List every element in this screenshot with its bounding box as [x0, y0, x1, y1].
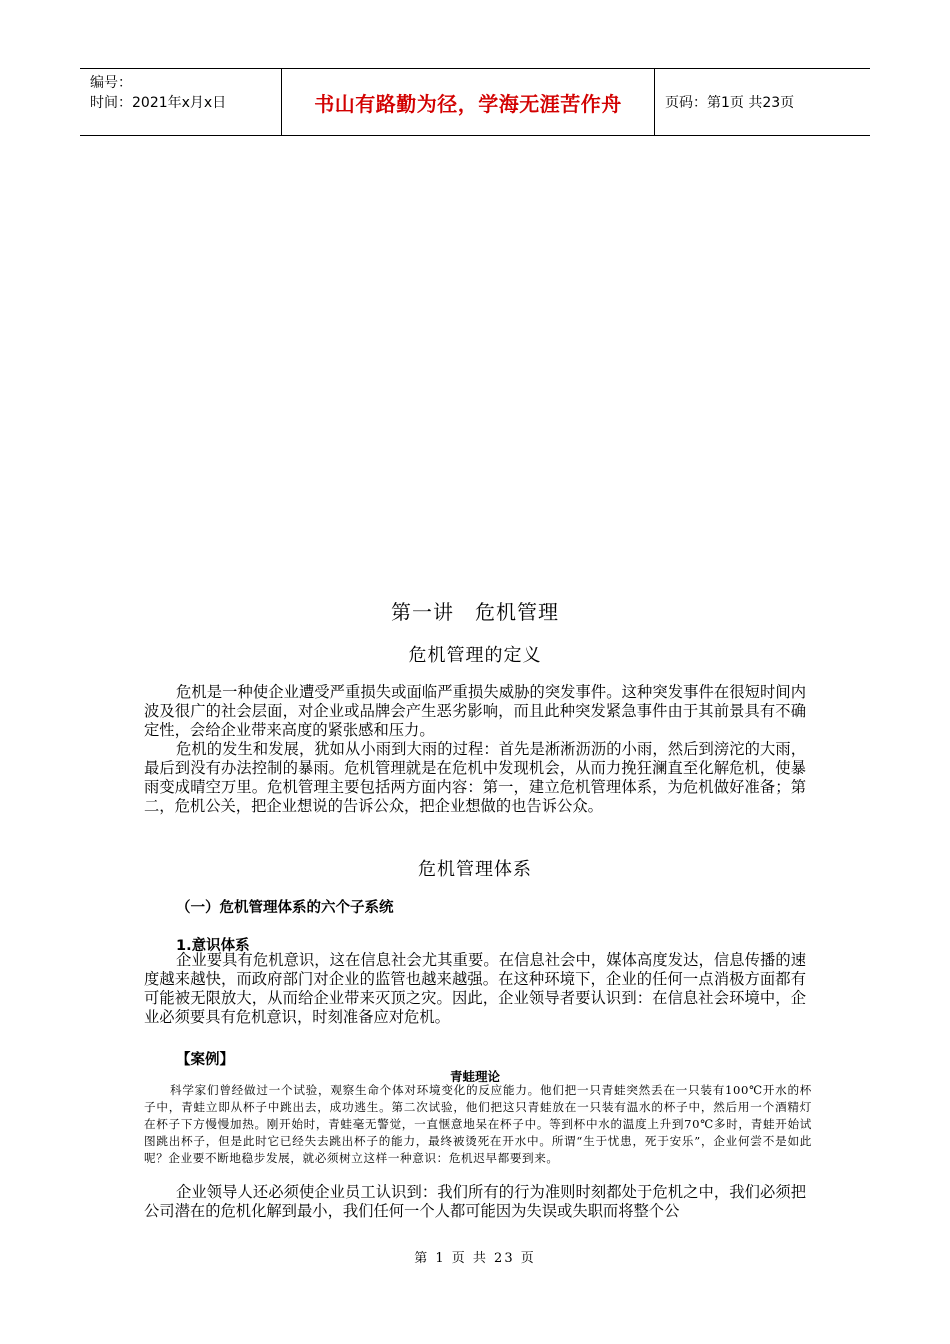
subheading-awareness-system: 1.意识体系	[176, 938, 250, 954]
paragraph-employees: 企业领导人还必须使企业员工认识到：我们所有的行为准则时刻都处于危机之中，我们必须把公司潜在的危机化解到最小，我们任何一个人都可能因为失误或失职而将整个公	[144, 1183, 806, 1220]
section-heading-definition: 危机管理的定义	[408, 645, 542, 666]
time-label: 时间：2021年x月x日	[90, 95, 227, 111]
header-meta	[80, 69, 282, 135]
header-motto: 书山有路勤为径，学海无涯苦作舟	[282, 69, 655, 135]
page-footer: 第 1 页 共 23 页	[414, 1251, 536, 1266]
document-title: 第一讲 危机管理	[391, 600, 559, 624]
header-page-info: 页码：第1页 共23页	[665, 95, 795, 111]
number-label: 编号：	[90, 75, 132, 91]
subheading-six-subsystems: （一）危机管理体系的六个子系统	[176, 900, 394, 916]
case-text: 科学家们曾经做过一个试验，观察生命个体对环境变化的反应能力。他们把一只青蛙突然丢在一只装有100℃开水的杯子中，青蛙立即从杯子中跳出去，成功逃生。第二次试验，他们把这只青蛙放在一只装有温水的杯子中，然后用一个酒精灯在杯子下方慢慢加热。刚开始时，青蛙毫无警觉，一直惬意地呆在杯子中。等到杯中水的温度上升到70℃多时，青蛙开始试图跳出杯子，但是此时它已经失去跳出杯子的能力，最终被烫死在开水中。所谓“生于忧患，死于安乐”，企业何尝不是如此呢？企业要不断地稳步发展，就必须树立这样一种意识：危机迟早都要到来。	[144, 1083, 812, 1165]
case-title: 青蛙理论	[449, 1069, 500, 1084]
case-label: 【案例】	[176, 1052, 234, 1068]
paragraph-definition: 危机是一种使企业遭受严重损失或面临严重损失威胁的突发事件。这种突发事件在很短时间内波及很广的社会层面，对企业或品牌会产生恶劣影响，而且此种突发紧急事件由于其前景具有不确定性，会给企业带来高度的紧张感和压力。	[144, 683, 806, 739]
paragraph-awareness: 企业要具有危机意识，这在信息社会尤其重要。在信息社会中，媒体高度发达，信息传播的速度越来越快，而政府部门对企业的监管也越来越强。在这种环境下，企业的任何一点消极方面都有可能被无限放大，从而给企业带来灭顶之灾。因此，企业领导者要认识到：在信息社会环境中，企业必须要具有危机意识，时刻准备应对危机。	[144, 951, 806, 1026]
section-heading-system: 危机管理体系	[418, 859, 532, 880]
paragraph-development: 危机的发生和发展，犹如从小雨到大雨的过程：首先是淅淅沥沥的小雨，然后到滂沱的大雨，最后到没有办法控制的暴雨。危机管理就是在危机中发现机会，从而力挽狂澜直至化解危机，使暴雨变成晴空万里。危机管理主要包括两方面内容：第一，建立危机管理体系，为危机做好准备；第二，危机公关，把企业想说的告诉公众，把企业想做的也告诉公众。	[144, 740, 806, 815]
page-header	[80, 68, 870, 136]
